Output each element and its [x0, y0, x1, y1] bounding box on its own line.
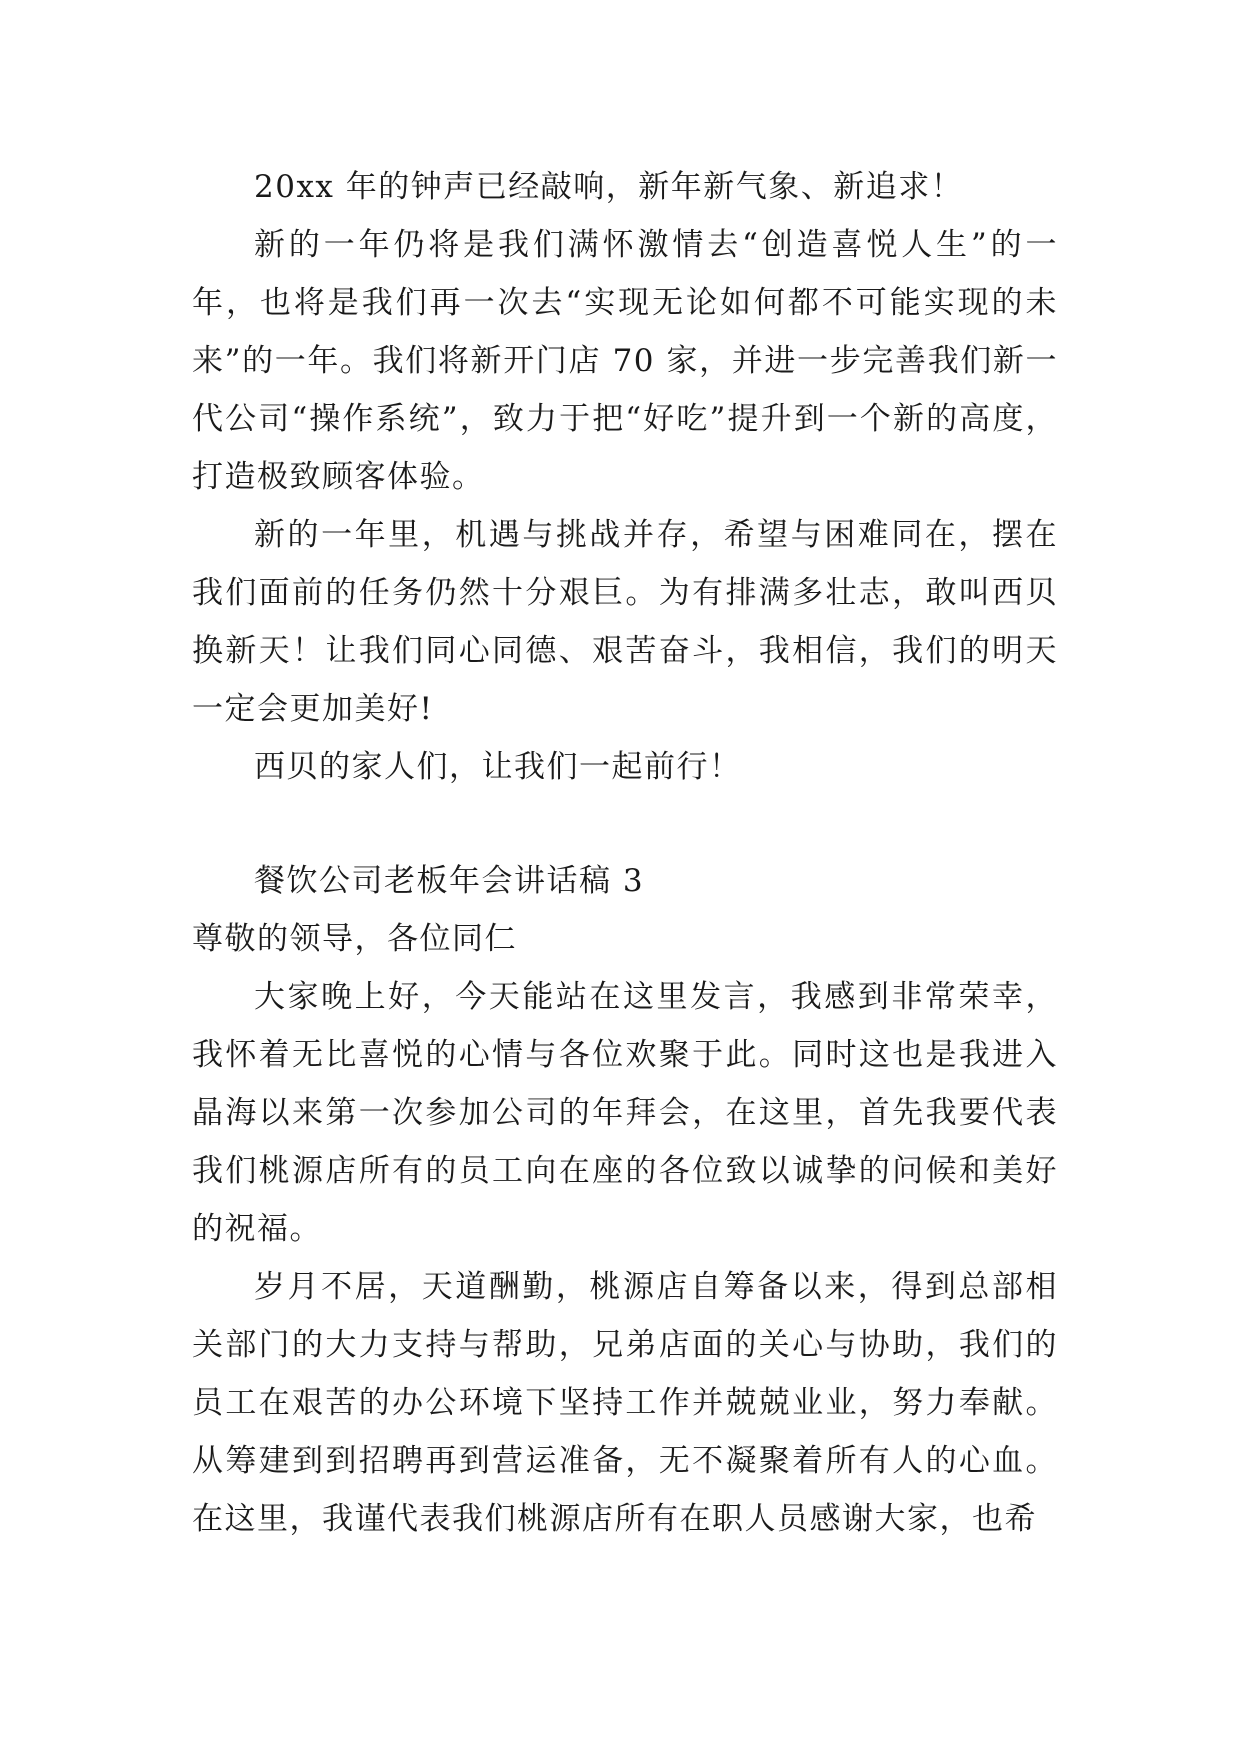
paragraph-5: 大家晚上好，今天能站在这里发言，我感到非常荣幸，我怀着无比喜悦的心情与各位欢聚于此。同时这也是我进入晶海以来第一次参加公司的年拜会，在这里，首先我要代表我们桃源店所有的员工向在座的各位致以诚挚的问候和美好的祝福。 — [192, 979, 1058, 1247]
salutation: 尊敬的领导，各位同仁 — [192, 921, 517, 957]
paragraph-2: 新的一年仍将是我们满怀激情去“创造喜悦人生”的一年，也将是我们再一次去“实现无论如何都不可能实现的未来”的一年。我们将新开门店 70 家，并进一步完善我们新一代公司“操作系统”，致力于把“好吃”提升到一个新的高度，打造极致顾客体验。 — [192, 227, 1058, 495]
paragraph-4: 西贝的家人们，让我们一起前行！ — [254, 749, 742, 785]
paragraph-1: 20xx 年的钟声已经敲响，新年新气象、新追求！ — [254, 169, 964, 205]
section-spacer — [192, 796, 1058, 852]
paragraph-3: 新的一年里，机遇与挑战并存，希望与困难同在，摆在我们面前的任务仍然十分艰巨。为有排满多壮志，敢叫西贝换新天！让我们同心同德、艰苦奋斗，我相信，我们的明天一定会更加美好! — [192, 517, 1058, 727]
section-title: 餐饮公司老板年会讲话稿 3 — [254, 863, 645, 899]
document-body — [192, 158, 1058, 1548]
paragraph-6: 岁月不居，天道酬勤，桃源店自筹备以来，得到总部相关部门的大力支持与帮助，兄弟店面的关心与协助，我们的员工在艰苦的办公环境下坚持工作并兢兢业业，努力奉献。从筹建到到招聘再到营运准备，无不凝聚着所有人的心血。在这里，我谨代表我们桃源店所有在职人员感谢大家，也希 — [192, 1269, 1058, 1537]
